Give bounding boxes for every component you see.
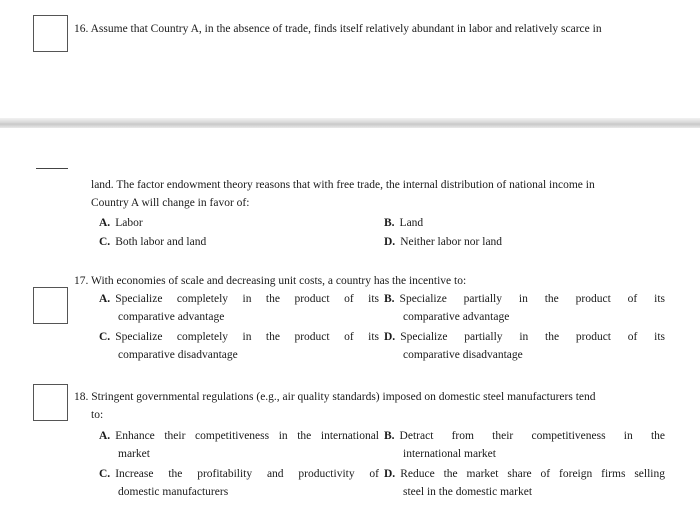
- option-letter: C.: [99, 331, 111, 343]
- option-text: Labor: [115, 217, 143, 229]
- option-letter: B.: [384, 430, 395, 442]
- option-first-line: [384, 466, 665, 484]
- question-16-stem-part-3: Country A will change in favor of:: [91, 197, 250, 209]
- answer-box-q16[interactable]: [33, 15, 68, 52]
- page-separator: [0, 118, 700, 128]
- question-16-option-d[interactable]: [384, 234, 502, 250]
- option-first-line: [99, 428, 379, 446]
- question-16-line-1: [74, 20, 602, 38]
- question-18-option-d[interactable]: [384, 466, 665, 501]
- question-17-option-c[interactable]: [99, 329, 379, 364]
- answer-box-q17[interactable]: [33, 287, 68, 324]
- option-text-line-2: market: [118, 447, 150, 460]
- option-letter: D.: [384, 236, 396, 248]
- question-18-option-a[interactable]: [99, 428, 379, 463]
- option-letter: A.: [99, 217, 111, 229]
- option-text-line-1: Reduce the market share of foreign firms selling: [400, 468, 665, 480]
- question-16-option-b[interactable]: [384, 215, 423, 231]
- option-first-line: [384, 428, 665, 446]
- option-text-line-1: Specialize completely in the product of its: [115, 331, 379, 343]
- option-text-line-1: Specialize completely in the product of its: [115, 293, 379, 305]
- question-16-stem-part-1: Assume that Country A, in the absence of trade, finds itself relatively abundant in labor and relatively scarce in: [90, 23, 602, 35]
- option-text-line-1: Increase the profitability and productivity of: [115, 468, 379, 480]
- question-18-number: 18.: [74, 391, 89, 403]
- option-letter: B.: [384, 293, 395, 305]
- option-text: Land: [399, 217, 424, 229]
- question-17-stem: [74, 272, 466, 290]
- question-17-option-b[interactable]: [384, 291, 665, 326]
- question-18-option-b[interactable]: [384, 428, 665, 463]
- option-text: Both labor and land: [115, 236, 207, 248]
- option-first-line: [99, 466, 379, 484]
- option-letter: A.: [99, 430, 111, 442]
- option-first-line: [384, 291, 665, 309]
- question-17-number: 17.: [74, 275, 89, 287]
- question-16-option-c[interactable]: [99, 234, 206, 250]
- option-text: Neither labor nor land: [400, 236, 503, 248]
- question-17-stem-text: With economies of scale and decreasing unit costs, a country has the incentive to:: [91, 275, 467, 287]
- answer-box-q18[interactable]: [33, 384, 68, 421]
- option-letter: A.: [99, 293, 111, 305]
- question-18-option-c[interactable]: [99, 466, 379, 501]
- option-letter: D.: [384, 331, 396, 343]
- question-16-number: 16.: [74, 23, 89, 35]
- option-letter: C.: [99, 468, 111, 480]
- option-text-line-2: steel in the domestic market: [403, 485, 533, 498]
- option-first-line: [99, 329, 379, 347]
- option-text-line-1: Enhance their competitiveness in the international: [115, 430, 379, 442]
- option-letter: B.: [384, 217, 395, 229]
- option-text-line-2: comparative disadvantage: [403, 348, 523, 361]
- question-18-line-1: [74, 388, 596, 406]
- option-text-line-2: comparative advantage: [403, 310, 510, 323]
- answer-line-mark: [36, 168, 68, 169]
- option-text-line-2: comparative advantage: [118, 310, 225, 323]
- question-16-stem-part-2: land. The factor endowment theory reasons that with free trade, the internal distribution of national income in: [91, 179, 595, 191]
- option-text-line-1: Detract from their competitiveness in the: [399, 430, 665, 442]
- question-17-option-a[interactable]: [99, 291, 379, 326]
- question-18-stem-part-2: to:: [91, 409, 104, 421]
- question-17-option-d[interactable]: [384, 329, 665, 364]
- option-text-line-2: domestic manufacturers: [118, 485, 229, 498]
- option-first-line: [384, 329, 665, 347]
- option-first-line: [99, 291, 379, 309]
- option-text-line-1: Specialize partially in the product of its: [399, 293, 665, 305]
- question-18-stem-part-1: Stringent governmental regulations (e.g., air quality standards) imposed on domestic steel manufacturers tend: [91, 391, 596, 403]
- option-letter: D.: [384, 468, 396, 480]
- option-text-line-2: comparative disadvantage: [118, 348, 238, 361]
- option-text-line-2: international market: [403, 447, 496, 460]
- option-text-line-1: Specialize partially in the product of its: [400, 331, 665, 343]
- option-letter: C.: [99, 236, 111, 248]
- question-16-option-a[interactable]: [99, 215, 143, 231]
